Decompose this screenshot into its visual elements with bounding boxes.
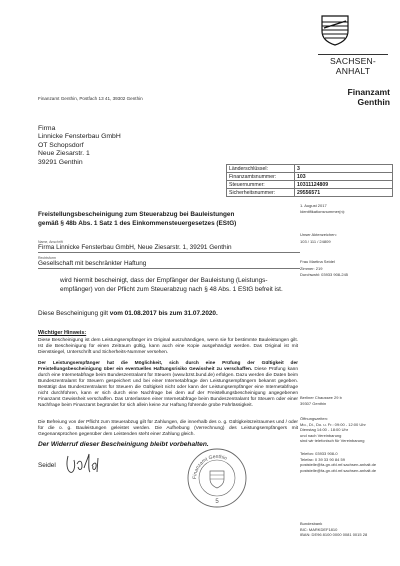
room-number: Zimmer: 219 — [300, 266, 323, 271]
coat-of-arms-icon — [318, 13, 352, 47]
legal-form-label: Rechtsform — [38, 256, 56, 260]
address-line: Berliner Chaussee 29 b — [300, 395, 342, 400]
title-line: gemäß § 48b Abs. 1 Satz 1 des Einkommensteuergesetzes (EStG) — [38, 219, 237, 227]
identifier-row — [227, 189, 393, 197]
identifier-value: 3 — [295, 165, 393, 173]
seal-number: 5 — [215, 499, 219, 505]
legal-form-value: Gesellschaft mit beschränkter Haftung — [38, 260, 300, 269]
legal-form-field — [38, 256, 300, 269]
logo-rule — [318, 54, 388, 55]
office-line-1: Finanzamt — [347, 87, 390, 97]
name-label: Name, Anschrift — [38, 240, 63, 244]
state-logo — [318, 13, 388, 76]
contact-info — [300, 451, 376, 473]
notes-heading: Wichtiger Hinweis: — [38, 330, 87, 336]
hours-line: Dienstag 14:00 - 18:00 Uhr — [300, 427, 349, 433]
recipient-line: Neue Ziesarstr. 1 — [38, 150, 90, 158]
id-number-label: Identifikationsnummer(n): — [300, 209, 346, 214]
bank-name: Bundesbank — [300, 521, 323, 526]
name-field — [38, 240, 300, 253]
title-line: Freistellungsbescheinigung zum Steuerabzug bei Bauleistungen — [38, 211, 235, 218]
state-name: SACHSEN-ANHALT — [329, 56, 376, 76]
telefax: Telefax: 0 39 33 90 84 59 — [300, 456, 345, 462]
email-link[interactable]: poststelle@fa-gn.ofd.mf.sachsen-anhalt.de — [300, 467, 377, 473]
name-value: Firma Linnicke Fensterbau GmbH, Neue Ziesarstr. 1, 39291 Genthin — [38, 244, 300, 253]
telephone: Telefon: 03933 908-0 — [300, 451, 338, 456]
hours-line: sind wir telefonisch für Vereinbarung — [300, 438, 365, 444]
document-title — [38, 211, 288, 228]
note-verification — [38, 361, 298, 409]
recipient-line: Linnicke Fensterbau GmbH — [38, 133, 121, 141]
identifier-row — [227, 173, 393, 181]
hours-title: Öffnungszeiten: — [300, 416, 328, 421]
identifier-label: Steuernummer: — [227, 181, 295, 189]
bank-info — [300, 521, 367, 538]
exemption-statement: wird hiermit bescheinigt, dass der Empfänger der Bauleistung (Leistungs-empfänger) von der Pflicht zum Steuerabzug nach § 48 Abs. 1 EStG befreit ist. — [60, 277, 283, 293]
note-verification-text: Diese Prüfung kann durch eine Internetabfrage beim Bundeszentralamt für Steuern (www.bzst.bund.de) erfolgen. Dazu werden die Daten beim Bundeszentralamt für Steuern gespeichert und bei einer Internetabfrage den Leistungsempfängern bekannt gegeben. Bestätigt das Bundeszentralamt für Steuern die Gültigkeit nicht oder kann der Leistungsempfänger eine Internetabfrage nicht durchführen, kann er sich durch eine Nachfrage bei dem auf der Freistellungsbescheinigung angegebenen Finanzamt Gewissheit verschaffen. Das Unterlassen einer Internetabfrage beim Bundeszentralamt für Steuern oder einer Nachfrage beim Finanzamt begründet für sich allein keine zur Haftung führende grobe Fahrlässigkeit. — [38, 367, 298, 408]
revocation-note: Der Widerruf dieser Bescheinigung bleibt vorbehalten. — [38, 441, 209, 448]
identifier-row — [227, 181, 393, 189]
identifier-value: 29556571 — [295, 189, 393, 197]
identifier-label: Sicherheitsnummer: — [227, 189, 295, 197]
validity-range: vom 01.08.2017 bis zum 31.07.2020. — [109, 310, 218, 317]
note-payments: Die Befreiung von der Pflicht zum Steuerabzug gilt für Zahlungen, die innerhalb des o. g. Gültigkeitszeitraumes und / oder für die o. g. Bauleistungen geleistet werden. Die Aufhebung (Verrechnung) des Leistungsempfängers mit Gegenansprüchen gegenüber dem Leistenden steht einer Zahlung gleich. — [38, 420, 298, 437]
identifier-label: Finanzamtsnummer: — [227, 173, 295, 181]
identifier-value: 103 — [295, 173, 393, 181]
recipient-line: Firma — [38, 125, 56, 132]
validity-line — [38, 310, 300, 319]
office-address — [300, 395, 342, 406]
clerk-name: Frau Martina Seidel — [300, 259, 335, 264]
reference-label: Unser Aktenzeichen: — [300, 232, 337, 237]
recipient-address — [38, 125, 121, 167]
official-seal — [186, 447, 248, 509]
identifier-table — [226, 164, 393, 197]
direct-phone: Durchwahl: 03933 908-245 — [300, 272, 349, 277]
note-verification-bold: Der Leistungsempfänger hat die Möglichkeit, sich durch eine Prüfung der Gültigkeit der Freistellungsbescheinigung über ein eventuelles Haftungsrisiko Gewissheit zu verschaffen. — [38, 361, 298, 372]
identifier-value: 10311124809 — [295, 181, 393, 189]
bank-bic: BIC: MARKDEF1810 — [300, 526, 338, 532]
note-original: Diese Bescheinigung ist dem Leistungsempfänger im Original auszuhändigen, wenn sie für bestimmte Bauleistungen gilt. Ist die Bescheinigung für einen Zeitraum gültig, kann auch eine Kopie ausgehändigt werden. Das Original ist mit Dienstsiegel, Unterschrift und Sicherheits-Nummer versehen. — [38, 338, 298, 355]
hours-line: Mo., Di., Do. u. Fr.: 09:00 - 12:00 Uhr — [300, 421, 366, 427]
sender-line: Finanzamt Genthin, Postfach 13 41, 39302 Genthin — [38, 96, 143, 101]
office-name — [300, 87, 390, 107]
opening-hours — [300, 416, 366, 444]
reference-value: 103 / 111 / 24809 — [300, 239, 331, 244]
email-link[interactable]: poststelle@fa-gn.ofd.mf.sachsen-anhalt.de — [300, 462, 377, 468]
issue-date: 1. August 2017 — [300, 203, 327, 208]
recipient-line: OT Schopsdorf — [38, 141, 84, 149]
office-line-2: Genthin — [357, 97, 390, 107]
signature-label: Seidel — [38, 462, 56, 469]
handwritten-signature — [64, 450, 104, 476]
address-line: 39307 Genthin — [300, 400, 327, 406]
validity-prefix: Diese Bescheinigung gilt — [38, 310, 110, 317]
bank-iban: IBAN: DE96 8100 0000 0081 0015 28 — [300, 532, 368, 538]
recipient-line: 39291 Genthin — [38, 158, 83, 166]
identifier-label: Länderschlüssel: — [227, 165, 295, 173]
seal-text: Finanzamt Genthin — [191, 453, 228, 480]
identifier-row — [227, 165, 393, 173]
hours-line: und nach Vereinbarung — [300, 432, 342, 438]
